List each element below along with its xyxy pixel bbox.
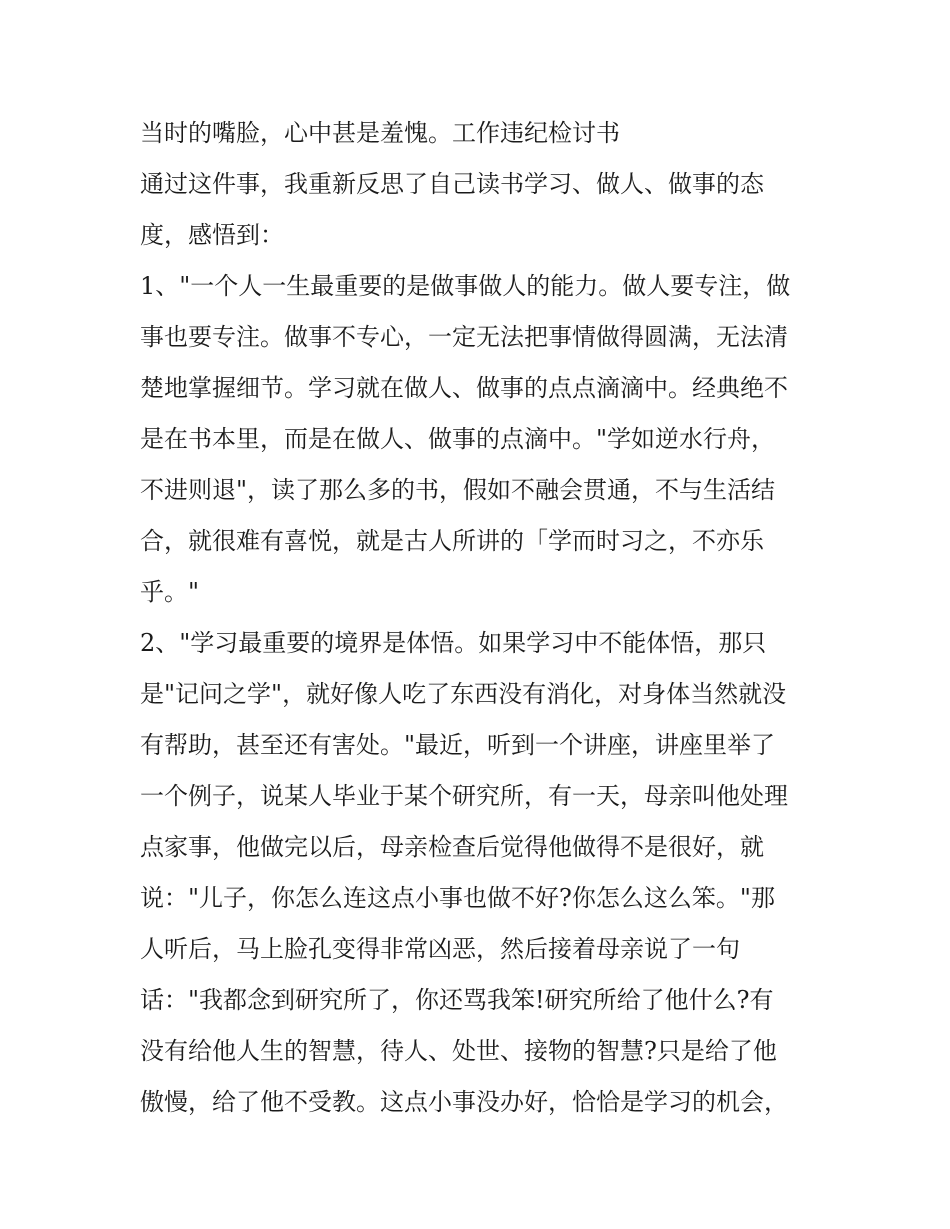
text-line-11: 2、"学习最重要的境界是体悟。如果学习中不能体悟，那只 [140, 629, 767, 657]
text-line-18: 话："我都念到研究所了，你还骂我笨!研究所给了他什么?有 [140, 986, 774, 1014]
text-line-5: 事也要专注。做事不专心，一定无法把事情做得圆满，无法清 [140, 323, 788, 351]
text-line-6: 楚地掌握细节。学习就在做人、做事的点点滴滴中。经典绝不 [140, 374, 788, 402]
text-line-13: 有帮助，甚至还有害处。"最近，听到一个讲座，讲座里举了 [140, 731, 776, 759]
text-line-19: 没有给他人生的智慧，待人、处世、接物的智慧?只是给了他 [140, 1037, 777, 1065]
text-line-20: 傲慢，给了他不受教。这点小事没办好，恰恰是学习的机会， [140, 1088, 788, 1116]
text-line-1: 当时的嘴脸，心中甚是羞愧。工作违纪检讨书 [140, 119, 620, 147]
text-line-10: 乎。" [140, 578, 200, 606]
text-line-15: 点家事，他做完以后，母亲检查后觉得他做得不是很好，就 [140, 833, 764, 861]
body-text [140, 108, 820, 1128]
text-line-17: 人听后，马上脸孔变得非常凶恶，然后接着母亲说了一句 [140, 935, 740, 963]
text-line-9: 合，就很难有喜悦，就是古人所讲的「学而时习之，不亦乐 [140, 527, 764, 555]
text-line-3: 度，感悟到： [140, 221, 284, 249]
text-line-2: 通过这件事，我重新反思了自己读书学习、做人、做事的态 [140, 170, 764, 198]
text-line-8: 不进则退"，读了那么多的书，假如不融会贯通，不与生活结 [140, 476, 776, 504]
text-line-7: 是在书本里，而是在做人、做事的点滴中。"学如逆水行舟， [140, 425, 776, 453]
text-line-16: 说："儿子，你怎么连这点小事也做不好?你怎么这么笨。"那 [140, 884, 775, 912]
text-line-4: 1、"一个人一生最重要的是做事做人的能力。做人要专注，做 [140, 272, 791, 300]
text-line-14: 一个例子，说某人毕业于某个研究所，有一天，母亲叫他处理 [140, 782, 788, 810]
text-line-12: 是"记问之学"，就好像人吃了东西没有消化，对身体当然就没 [140, 680, 787, 708]
